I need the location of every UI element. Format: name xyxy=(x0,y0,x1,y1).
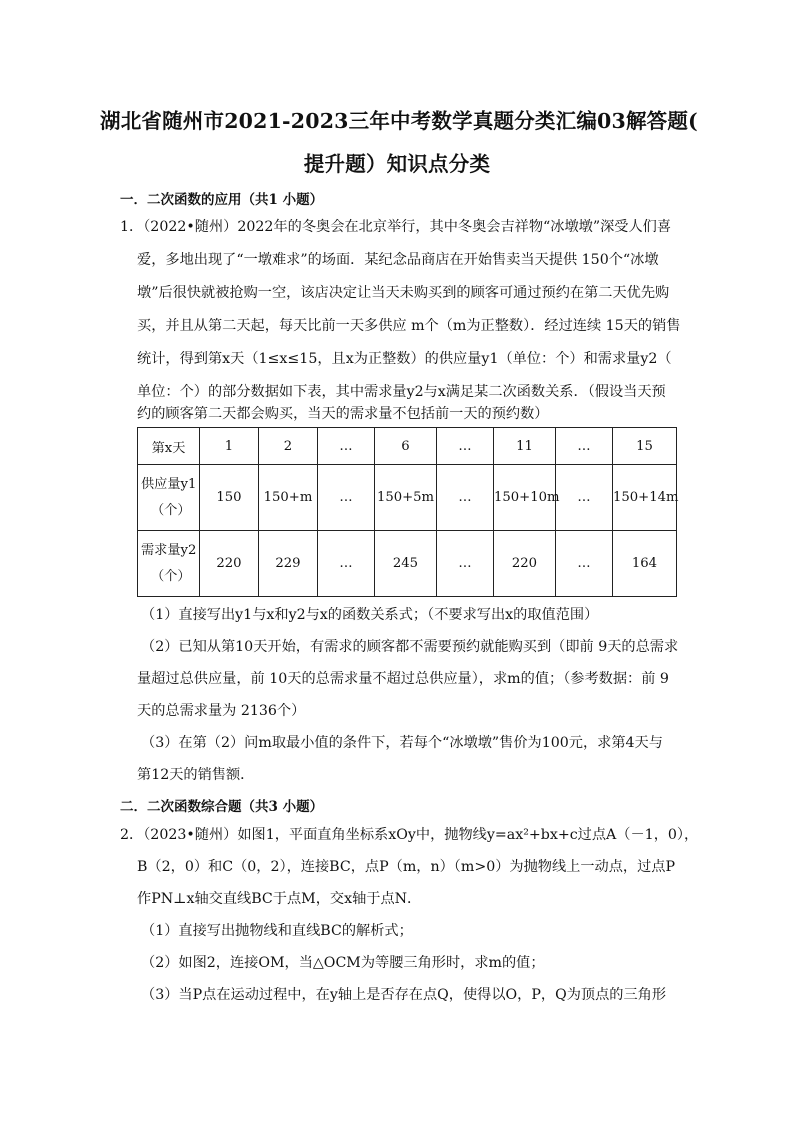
supply-unit: （个） xyxy=(151,502,191,518)
demand-label: 需求量y2 xyxy=(141,542,197,558)
q1-subquestion-1: （1）直接写出y1与x和y2与x的函数关系式；（不要求写出x的取值范围） xyxy=(141,607,599,623)
table-header-cell: … xyxy=(318,428,375,465)
table-cell: … xyxy=(556,531,613,597)
q1-subquestion-3-line-2: 第12天的销售额． xyxy=(137,767,255,783)
table-cell: 150 xyxy=(200,465,259,531)
q1-subquestion-2-line-3: 天的总需求量为 2136个） xyxy=(137,703,306,719)
table-header-cell: 第x天 xyxy=(138,428,200,465)
q1-subquestion-2-line-1: （2）已知从第10天开始，有需求的顾客都不需要预约就能购买到（即前 9天的总需求 xyxy=(141,639,679,655)
table-cell: 150+14m xyxy=(613,465,677,531)
table-cell: … xyxy=(318,465,375,531)
q1-line-2: 爱，多地出现了“一墩难求”的场面．某纪念品商店在开始售卖当天提供 150个“冰墩 xyxy=(137,252,659,268)
q1-line-1: 1．（2022•随州）2022年的冬奥会在北京举行，其中冬奥会吉祥物“冰墩墩”深受人们喜 xyxy=(120,219,672,235)
q1-line-4: 买，并且从第二天起，每天比前一天多供应 m个（m为正整数）．经过连续 15天的销售 xyxy=(137,318,681,334)
supply-demand-table xyxy=(137,427,677,597)
table-row-demand xyxy=(138,531,677,597)
table-cell: … xyxy=(556,465,613,531)
table-cell: 220 xyxy=(200,531,259,597)
table-cell: 150+m xyxy=(259,465,318,531)
table-row-supply xyxy=(138,465,677,531)
table-header-row xyxy=(138,428,677,465)
document-title-line-2: 提升题）知识点分类 xyxy=(303,152,491,176)
q2-subquestion-1: （1）直接写出抛物线和直线BC的解析式； xyxy=(141,923,413,939)
table-header-cell: … xyxy=(556,428,613,465)
demand-unit: （个） xyxy=(151,568,191,584)
table-header-cell: 2 xyxy=(259,428,318,465)
table-cell: 245 xyxy=(375,531,437,597)
q1-subquestion-2-line-2: 量超过总供应量，前 10天的总需求量不超过总供应量），求m的值；（参考数据：前 9 xyxy=(137,671,669,687)
table-cell: 229 xyxy=(259,531,318,597)
q2-subquestion-3: （3）当P点在运动过程中，在y轴上是否存在点Q，使得以O，P，Q为顶点的三角形 xyxy=(141,987,667,1003)
supply-row-label xyxy=(138,465,200,531)
table-header-cell: 11 xyxy=(494,428,556,465)
demand-row-label xyxy=(138,531,200,597)
q1-line-3: 墩”后很快就被抢购一空，该店决定让当天未购买到的顾客可通过预约在第二天优先购 xyxy=(137,285,670,301)
table-cell: … xyxy=(318,531,375,597)
q2-line-2: B（2，0）和C（0，2），连接BC，点P（m，n）（m>0）为抛物线上一动点，过点P xyxy=(137,859,676,875)
table-cell: … xyxy=(437,531,494,597)
q2-line-3: 作PN⊥x轴交直线BC于点M，交x轴于点N． xyxy=(137,891,422,907)
table-cell: 150+5m xyxy=(375,465,437,531)
table-header-cell: … xyxy=(437,428,494,465)
table-cell: … xyxy=(437,465,494,531)
section-heading-2: 二．二次函数综合题（共3 小题） xyxy=(120,799,324,815)
section-heading-1: 一．二次函数的应用（共1 小题） xyxy=(120,192,324,208)
table-cell: 220 xyxy=(494,531,556,597)
table-header-cell: 6 xyxy=(375,428,437,465)
q2-subquestion-2: （2）如图2，连接OM，当△OCM为等腰三角形时，求m的值； xyxy=(141,955,545,971)
q1-subquestion-3-line-1: （3）在第（2）问m取最小值的条件下，若每个“冰墩墩”售价为100元，求第4天与 xyxy=(141,735,663,751)
document-title-line-1: 湖北省随州市2021-2023三年中考数学真题分类汇编03解答题( xyxy=(100,109,698,133)
table-cell: 150+10m xyxy=(494,465,556,531)
table-header-cell: 1 xyxy=(200,428,259,465)
q1-line-7: 约的顾客第二天都会购买，当天的需求量不包括前一天的预约数） xyxy=(137,406,549,422)
q1-line-5: 统计，得到第x天（1≤x≤15，且x为正整数）的供应量y1（单位：个）和需求量y2（ xyxy=(137,351,672,367)
table-cell: 164 xyxy=(613,531,677,597)
table-header-cell: 15 xyxy=(613,428,677,465)
q2-line-1: 2．（2023•随州）如图1，平面直角坐标系xOy中，抛物线y=ax²+bx+c过点A（－1，0）， xyxy=(120,827,699,843)
q1-line-6: 单位：个）的部分数据如下表，其中需求量y2与x满足某二次函数关系．（假设当天预 xyxy=(137,384,666,400)
supply-label: 供应量y1 xyxy=(141,476,197,492)
